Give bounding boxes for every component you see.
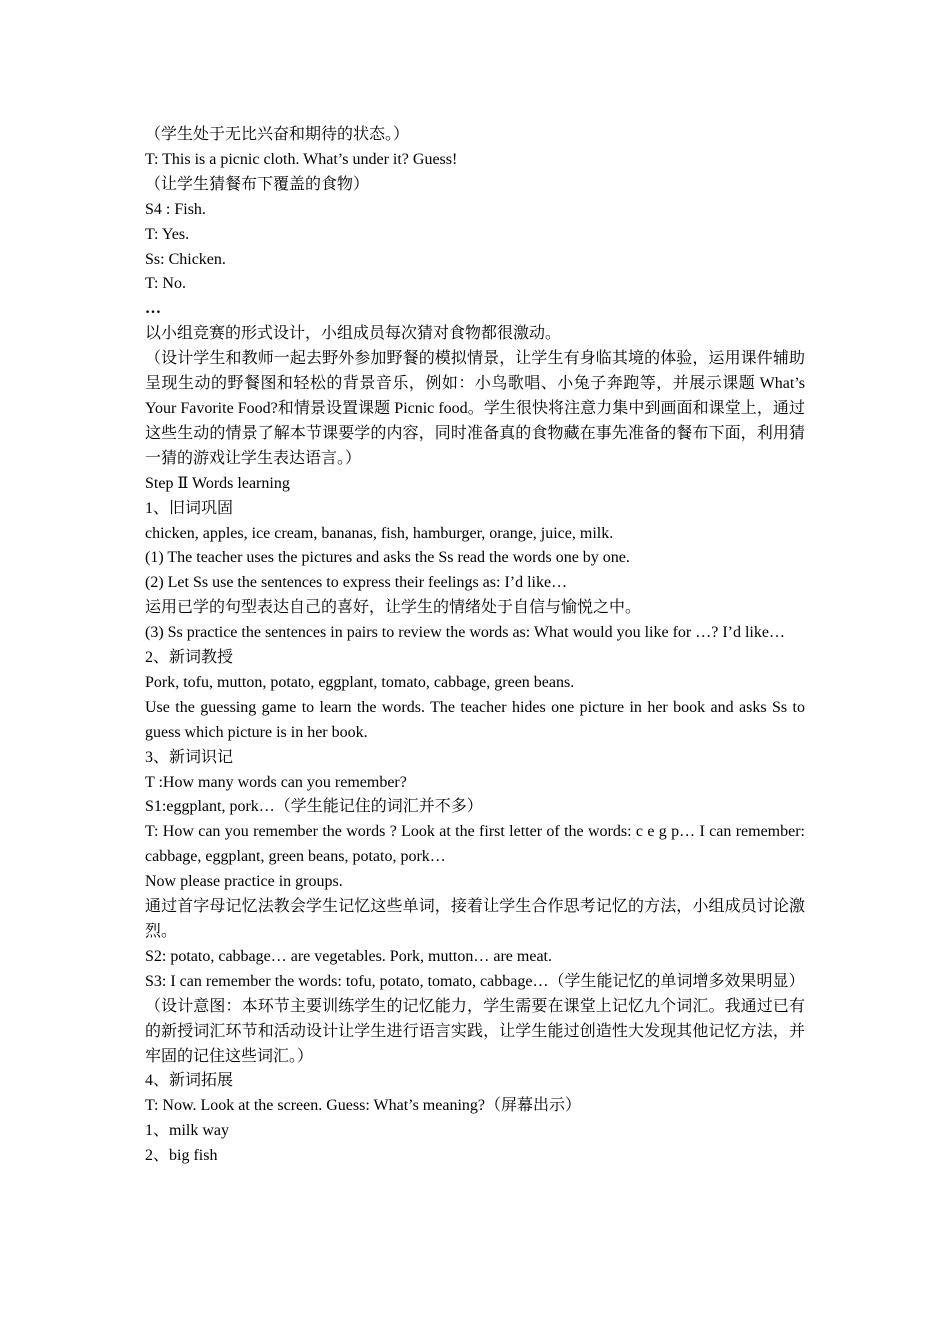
text-line: 以小组竞赛的形式设计，小组成员每次猜对食物都很激动。: [145, 325, 562, 343]
text-paragraph: S3: I can remember the words: tofu, potato, tomato, cabbage…（学生能记忆的单词增多效果明显）: [145, 972, 805, 990]
text-line: 运用已学的句型表达自己的喜好，让学生的情绪处于自信与愉悦之中。: [145, 599, 642, 617]
text-line: S2: potato, cabbage… are vegetables. Pork, mutton… are meat.: [145, 947, 552, 965]
text-line: （让学生猜餐布下覆盖的食物）: [145, 175, 370, 193]
document-body: [145, 123, 805, 1169]
list-item: 2、big fish: [145, 1147, 218, 1165]
text-line: T: This is a picnic cloth. What’s under it? Guess!: [145, 150, 458, 168]
text-line: T :How many words can you remember?: [145, 773, 407, 791]
text-line: S4 : Fish.: [145, 200, 206, 218]
subsection-heading: 2、新词教授: [145, 649, 234, 667]
text-line: Now please practice in groups.: [145, 873, 343, 891]
text-line: Pork, tofu, mutton, potato, eggplant, tomato, cabbage, green beans.: [145, 673, 575, 691]
text-line: T: Now. Look at the screen. Guess: What’s meaning?（屏幕出示）: [145, 1097, 582, 1115]
list-item: 1、milk way: [145, 1122, 229, 1140]
text-line: T: No.: [145, 275, 186, 293]
text-line: T: Yes.: [145, 225, 190, 243]
text-paragraph: 通过首字母记忆法教会学生记忆这些单词，接着让学生合作思考记忆的方法，小组成员讨论激烈。: [145, 898, 805, 940]
text-line: （学生处于无比兴奋和期待的状态。）: [145, 126, 410, 143]
text-paragraph: T: How can you remember the words ? Look at the first letter of the words: c e g p… I can remember: cabbage, eggplant, green beans, potato, pork…: [145, 823, 805, 866]
section-heading: Step Ⅱ Words learning: [145, 474, 290, 492]
text-paragraph: Use the guessing game to learn the words. The teacher hides one picture in her book and asks Ss to guess which picture is in her book.: [145, 698, 805, 741]
text-line: S1:eggplant, pork…（学生能记住的词汇并不多）: [145, 798, 483, 816]
text-line: chicken, apples, ice cream, bananas, fish, hamburger, orange, juice, milk.: [145, 524, 614, 542]
text-line: (2) Let Ss use the sentences to express their feelings as: I’d like…: [145, 574, 568, 592]
ellipsis-line: …: [145, 300, 162, 318]
text-line: Ss: Chicken.: [145, 250, 226, 268]
subsection-heading: 4、新词拓展: [145, 1072, 234, 1090]
design-note-paragraph: （设计学生和教师一起去野外参加野餐的模拟情景，让学生有身临其境的体验，运用课件辅助呈现生动的野餐图和轻松的背景音乐，例如：小鸟歌唱、小兔子奔跑等，并展示课题 What’s Your Favorite Food?和情景设置课题 Picnic food。学生很快将注意力集中到画面和课堂上，通过这些生动的情景了解本节课要学的内容，同时准备真的食物藏在事先准备的餐布下面，利用猜一猜的游戏让学生表达语言。）: [145, 350, 805, 467]
subsection-heading: 3、新词识记: [145, 748, 234, 766]
text-paragraph: (3) Ss practice the sentences in pairs to review the words as: What would you like for …? I’d like…: [145, 624, 785, 642]
subsection-heading: 1、旧词巩固: [145, 499, 234, 517]
text-line: (1) The teacher uses the pictures and asks the Ss read the words one by one.: [145, 549, 630, 567]
design-note-paragraph: （设计意图：本环节主要训练学生的记忆能力，学生需要在课堂上记忆九个词汇。我通过已有的新授词汇环节和活动设计让学生进行语言实践，让学生能过创造性大发现其他记忆方法，并牢固的记住这些词汇。）: [145, 997, 805, 1065]
